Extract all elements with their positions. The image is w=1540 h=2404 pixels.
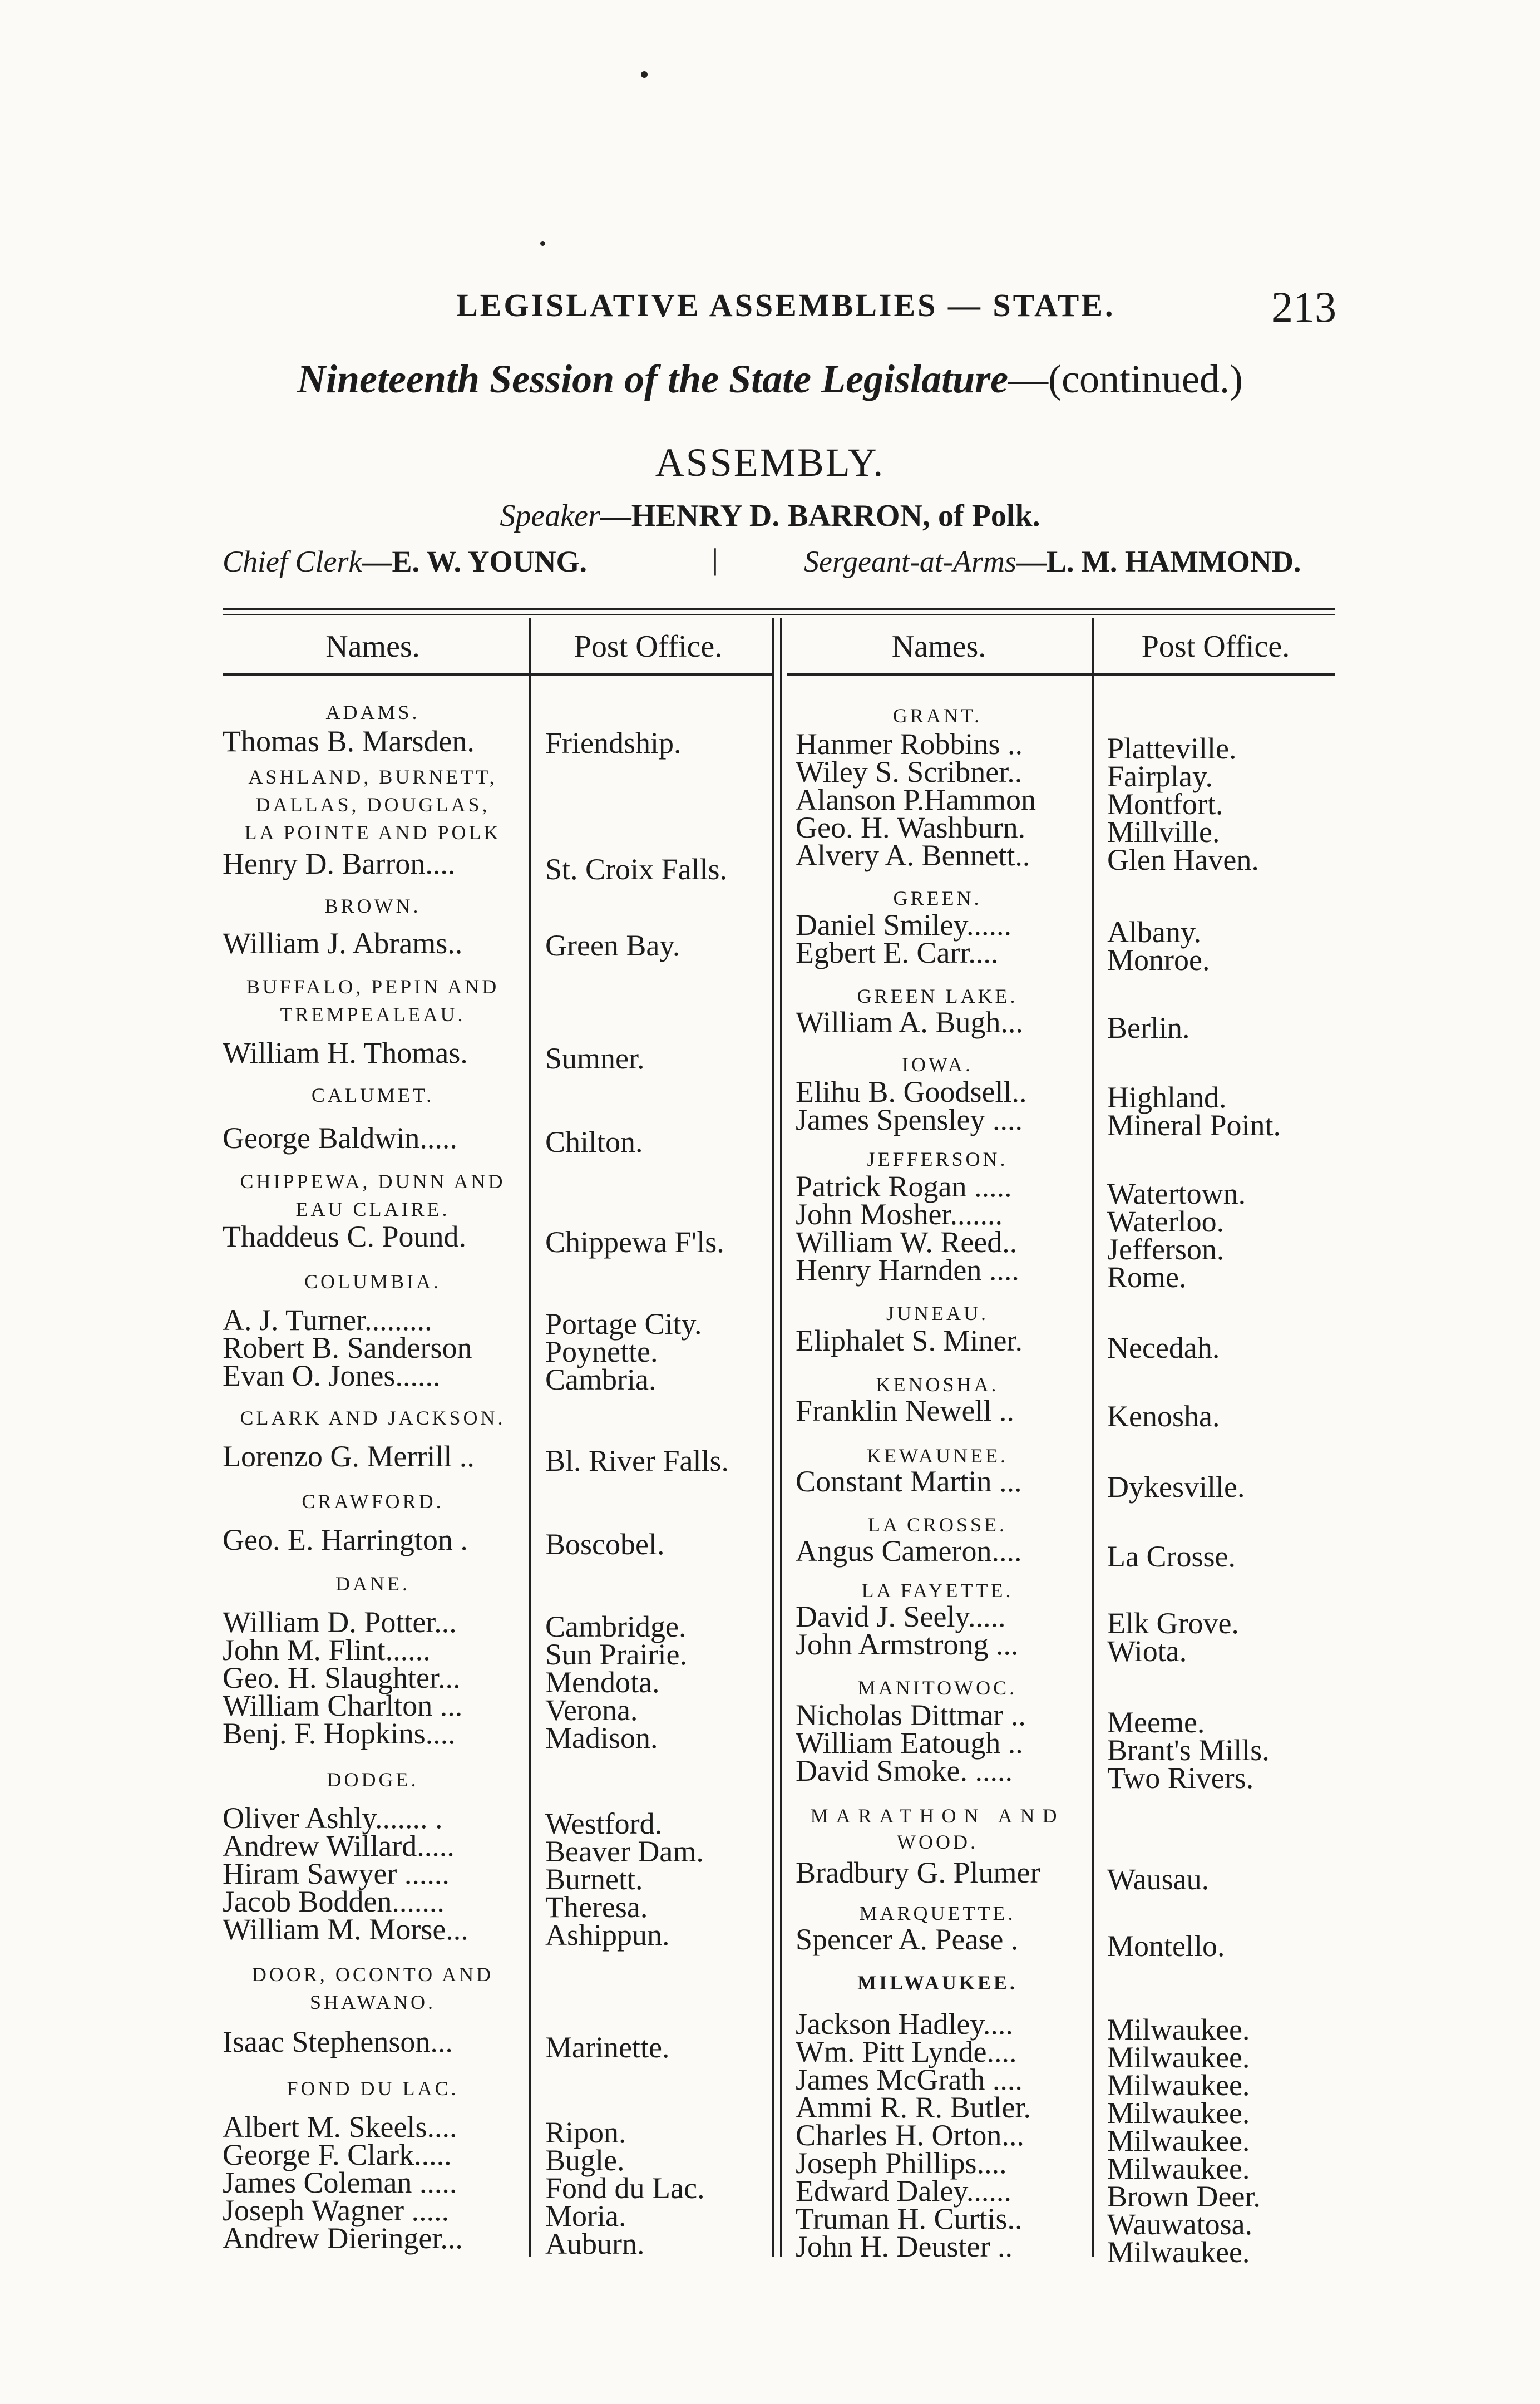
member-name: Thomas B. Marsden. [223,725,475,758]
member-name: John M. Flint...... [223,1633,431,1667]
column-divider [772,618,774,2257]
member-name: George F. Clark..... [223,2138,452,2171]
member-post-office: Chippewa F'ls. [545,1225,724,1259]
member-post-office: Fairplay. [1107,760,1213,793]
county-heading: LA POINTE AND POLK [244,821,501,844]
member-name: Robert B. Sanderson [223,1331,472,1364]
member-name: Elihu B. Goodsell.. [796,1075,1027,1109]
page-number: 213 [1271,283,1336,331]
member-name: William H. Thomas. [223,1036,468,1070]
county-heading: DANE. [335,1573,410,1595]
member-post-office: Brown Deer. [1107,2180,1261,2213]
member-name: Andrew Willard..... [223,1829,455,1863]
member-name: Truman H. Curtis.. [796,2202,1023,2235]
member-name: Oliver Ashly....... . [223,1801,443,1835]
chief-clerk-value: —E. W. YOUNG. [362,545,588,578]
member-post-office: Wausau. [1107,1863,1210,1896]
member-name: Charles H. Orton... [796,2119,1024,2152]
member-post-office: Kenosha. [1107,1400,1220,1433]
member-post-office: Ripon. [545,2116,626,2149]
member-name: Albert M. Skeels.... [223,2110,457,2144]
county-heading: EAU CLAIRE. [295,1198,450,1220]
speaker-line [0,498,1540,534]
member-post-office: Boscobel. [545,1528,665,1561]
sergeant-at-arms [804,544,1301,579]
member-post-office: Cambria. [545,1363,657,1396]
member-name: William A. Bugh... [796,1006,1023,1039]
member-name: Joseph Wagner ..... [223,2194,450,2227]
member-post-office: Ashippun. [545,1918,670,1952]
member-name: Hiram Sawyer ...... [223,1857,450,1890]
member-post-office: Montfort. [1107,787,1223,821]
member-post-office: Green Bay. [545,929,680,962]
member-name: James Spensley .... [796,1103,1023,1136]
member-post-office: Albany. [1107,915,1201,949]
member-name: Alanson P.Hammon [796,783,1036,816]
member-post-office: Friendship. [545,726,682,760]
member-post-office: Bugle. [545,2144,625,2177]
county-heading: GREEN. [893,887,982,909]
member-name: William M. Morse... [223,1913,468,1946]
print-speck [540,241,545,246]
member-name: William J. Abrams.. [223,927,463,960]
member-post-office: Brant's Mills. [1107,1733,1270,1767]
county-heading: FOND DU LAC. [287,2077,459,2100]
member-name: John Armstrong ... [796,1628,1019,1661]
county-heading: CLARK AND JACKSON. [240,1407,506,1429]
member-post-office: Theresa. [545,1890,648,1924]
county-heading: DALLAS, DOUGLAS, [255,794,490,816]
member-post-office: Two Rivers. [1107,1761,1254,1795]
member-name: William Charlton ... [223,1689,463,1722]
member-name: Lorenzo G. Merrill .. [223,1440,475,1473]
member-name: Edward Daley...... [796,2174,1011,2208]
member-post-office: Elk Grove. [1107,1607,1239,1640]
member-name: Patrick Rogan ..... [796,1170,1012,1203]
member-post-office: Millville. [1107,815,1220,849]
county-heading: LA CROSSE. [867,1514,1008,1536]
county-heading: IOWA. [902,1053,973,1076]
officers-line [223,544,1335,589]
member-post-office: Wiota. [1107,1634,1187,1668]
member-post-office: Milwaukee. [1107,2235,1250,2269]
member-post-office: Necedah. [1107,1331,1220,1364]
member-name: James Coleman ..... [223,2166,457,2199]
speaker-value: —HENRY D. BARRON, of Polk. [600,499,1040,533]
member-name: Angus Cameron.... [796,1534,1022,1568]
county-heading: ASHLAND, BURNETT, [248,766,497,788]
member-name: Spencer A. Pease . [796,1923,1019,1956]
county-heading: LA FAYETTE. [861,1579,1014,1602]
member-post-office: Milwaukee. [1107,2124,1250,2157]
session-title [0,356,1540,402]
member-post-office: Mendota. [545,1666,660,1699]
member-post-office: Chilton. [545,1125,643,1159]
county-heading: TREMPEALEAU. [280,1003,466,1026]
member-post-office: Dykesville. [1107,1470,1245,1504]
member-name: Geo. H. Slaughter... [223,1661,461,1694]
member-post-office: Monroe. [1107,943,1210,977]
member-post-office: Milwaukee. [1107,2013,1250,2046]
member-name: Nicholas Dittmar .. [796,1698,1026,1732]
member-name: Evan O. Jones...... [223,1359,441,1392]
member-name: Ammi R. R. Butler. [796,2091,1031,2124]
member-post-office: Waterloo. [1107,1205,1225,1238]
member-post-office: Montello. [1107,1929,1225,1963]
running-head-title: LEGISLATIVE ASSEMBLIES — STATE. [456,287,1115,323]
member-name: Henry Harnden .... [796,1253,1019,1287]
member-name: Franklin Newell .. [796,1394,1014,1427]
member-name: Isaac Stephenson... [223,2025,453,2058]
county-heading: JUNEAU. [886,1302,989,1324]
county-heading: CHIPPEWA, DUNN AND [240,1170,506,1193]
member-post-office: La Crosse. [1107,1540,1236,1573]
member-name: Eliphalet S. Miner. [796,1324,1023,1357]
member-name: David J. Seely..... [796,1600,1006,1633]
county-heading: MARATHON AND [810,1805,1065,1827]
county-heading: DODGE. [327,1768,419,1791]
chief-clerk-label: Chief Clerk [223,545,362,578]
running-head [0,283,1540,348]
member-post-office: Meeme. [1107,1706,1205,1739]
county-heading: COLUMBIA. [304,1270,441,1293]
member-name: Benj. F. Hopkins.... [223,1717,456,1750]
county-heading: GRANT. [892,705,983,727]
member-post-office: Jefferson. [1107,1233,1225,1266]
member-name: Henry D. Barron.... [223,847,456,880]
session-title-italic: Nineteenth Session of the State Legislature [297,357,1009,401]
member-post-office: Portage City. [545,1307,702,1341]
county-heading: JEFFERSON. [867,1148,1008,1170]
member-post-office: Sun Prairie. [545,1638,687,1671]
sergeant-value: —L. M. HAMMOND. [1016,545,1301,578]
county-heading: KEWAUNEE. [867,1445,1008,1467]
member-post-office: Glen Haven. [1107,843,1259,876]
member-post-office: Highland. [1107,1081,1227,1114]
member-name: Alvery A. Bennett.. [796,839,1030,872]
column-divider [529,618,531,2257]
member-post-office: Westford. [545,1807,663,1840]
officers-separator: | [712,543,718,576]
member-post-office: Beaver Dam. [545,1835,704,1868]
member-name: Joseph Phillips.... [796,2146,1007,2180]
county-heading: ADAMS. [325,701,420,723]
header-bottom-rule-left [223,673,773,676]
member-name: Thaddeus C. Pound. [223,1220,466,1253]
column-divider [1092,618,1094,2257]
member-name: Andrew Dieringer... [223,2221,463,2255]
member-post-office: Verona. [545,1693,638,1727]
member-post-office: Marinette. [545,2031,670,2064]
member-name: Daniel Smiley...... [796,908,1011,942]
member-name: Constant Martin ... [796,1465,1022,1498]
member-name: A. J. Turner......... [223,1303,432,1337]
county-heading: KENOSHA. [876,1373,999,1396]
member-post-office: Cambridge. [545,1610,687,1643]
member-name: Wm. Pitt Lynde.... [796,2035,1017,2068]
member-name: John H. Deuster .. [796,2230,1013,2263]
member-name: Bradbury G. Plumer [796,1856,1040,1889]
member-post-office: St. Croix Falls. [545,853,728,886]
member-name: Jackson Hadley.... [796,2007,1013,2041]
member-post-office: Rome. [1107,1260,1187,1294]
member-post-office: Mineral Point. [1107,1109,1281,1142]
member-post-office: Milwaukee. [1107,2152,1250,2185]
member-post-office: Poynette. [545,1335,658,1368]
print-speck [641,71,648,78]
header-bottom-rule-right [787,673,1335,676]
session-title-suffix: —(continued.) [1008,357,1243,401]
sergeant-label: Sergeant-at-Arms [804,545,1016,578]
member-name: William D. Potter... [223,1605,457,1639]
member-name: Geo. H. Washburn. [796,811,1026,844]
member-post-office: Fond du Lac. [545,2171,705,2205]
member-name: Jacob Bodden....... [223,1885,445,1918]
column-header-names-right: Names. [891,629,986,664]
county-heading: MARQUETTE. [859,1902,1016,1924]
member-name: William Eatough .. [796,1726,1023,1760]
county-heading: DOOR, OCONTO AND [251,1963,494,1986]
county-heading: BROWN. [324,895,421,917]
member-post-office: Auburn. [545,2227,645,2260]
member-post-office: Platteville. [1107,732,1237,765]
county-heading: CRAWFORD. [302,1490,444,1513]
county-heading: GREEN LAKE. [857,985,1018,1007]
column-divider [780,618,782,2257]
column-header-post-left: Post Office. [574,629,723,664]
member-post-office: Moria. [545,2199,626,2233]
member-name: Geo. E. Harrington . [223,1523,468,1556]
member-name: George Baldwin..... [223,1121,457,1155]
table-top-rule [223,608,1335,615]
county-heading: BUFFALO, PEPIN AND [246,976,500,998]
member-name: Wiley S. Scribner.. [796,755,1023,789]
county-heading: WOOD. [897,1831,978,1853]
section-heading: ASSEMBLY. [655,440,885,485]
member-post-office: Milwaukee. [1107,2041,1250,2074]
column-header-post-right: Post Office. [1141,629,1290,664]
member-post-office: Burnett. [545,1863,643,1896]
county-heading: CALUMET. [311,1084,435,1106]
member-post-office: Bl. River Falls. [545,1444,729,1477]
member-post-office: Milwaukee. [1107,2096,1250,2130]
member-name: Hanmer Robbins .. [796,727,1023,761]
member-name: Egbert E. Carr.... [796,936,999,969]
member-post-office: Watertown. [1107,1177,1246,1210]
member-post-office: Madison. [545,1721,658,1755]
chief-clerk [223,544,587,579]
member-name: David Smoke. ..... [796,1754,1013,1787]
member-post-office: Berlin. [1107,1011,1190,1045]
column-header-names-left: Names. [325,629,420,664]
member-name: James McGrath .... [796,2063,1023,2096]
speaker-label: Speaker [500,499,600,533]
county-heading: SHAWANO. [309,1991,436,2013]
county-heading: MANITOWOC. [857,1677,1018,1699]
member-post-office: Sumner. [545,1042,645,1075]
member-name: William W. Reed.. [796,1225,1018,1259]
member-post-office: Milwaukee. [1107,2068,1250,2102]
member-name: John Mosher....... [796,1198,1003,1231]
county-heading: MILWAUKEE. [857,1972,1018,1994]
member-post-office: Wauwatosa. [1107,2208,1253,2241]
